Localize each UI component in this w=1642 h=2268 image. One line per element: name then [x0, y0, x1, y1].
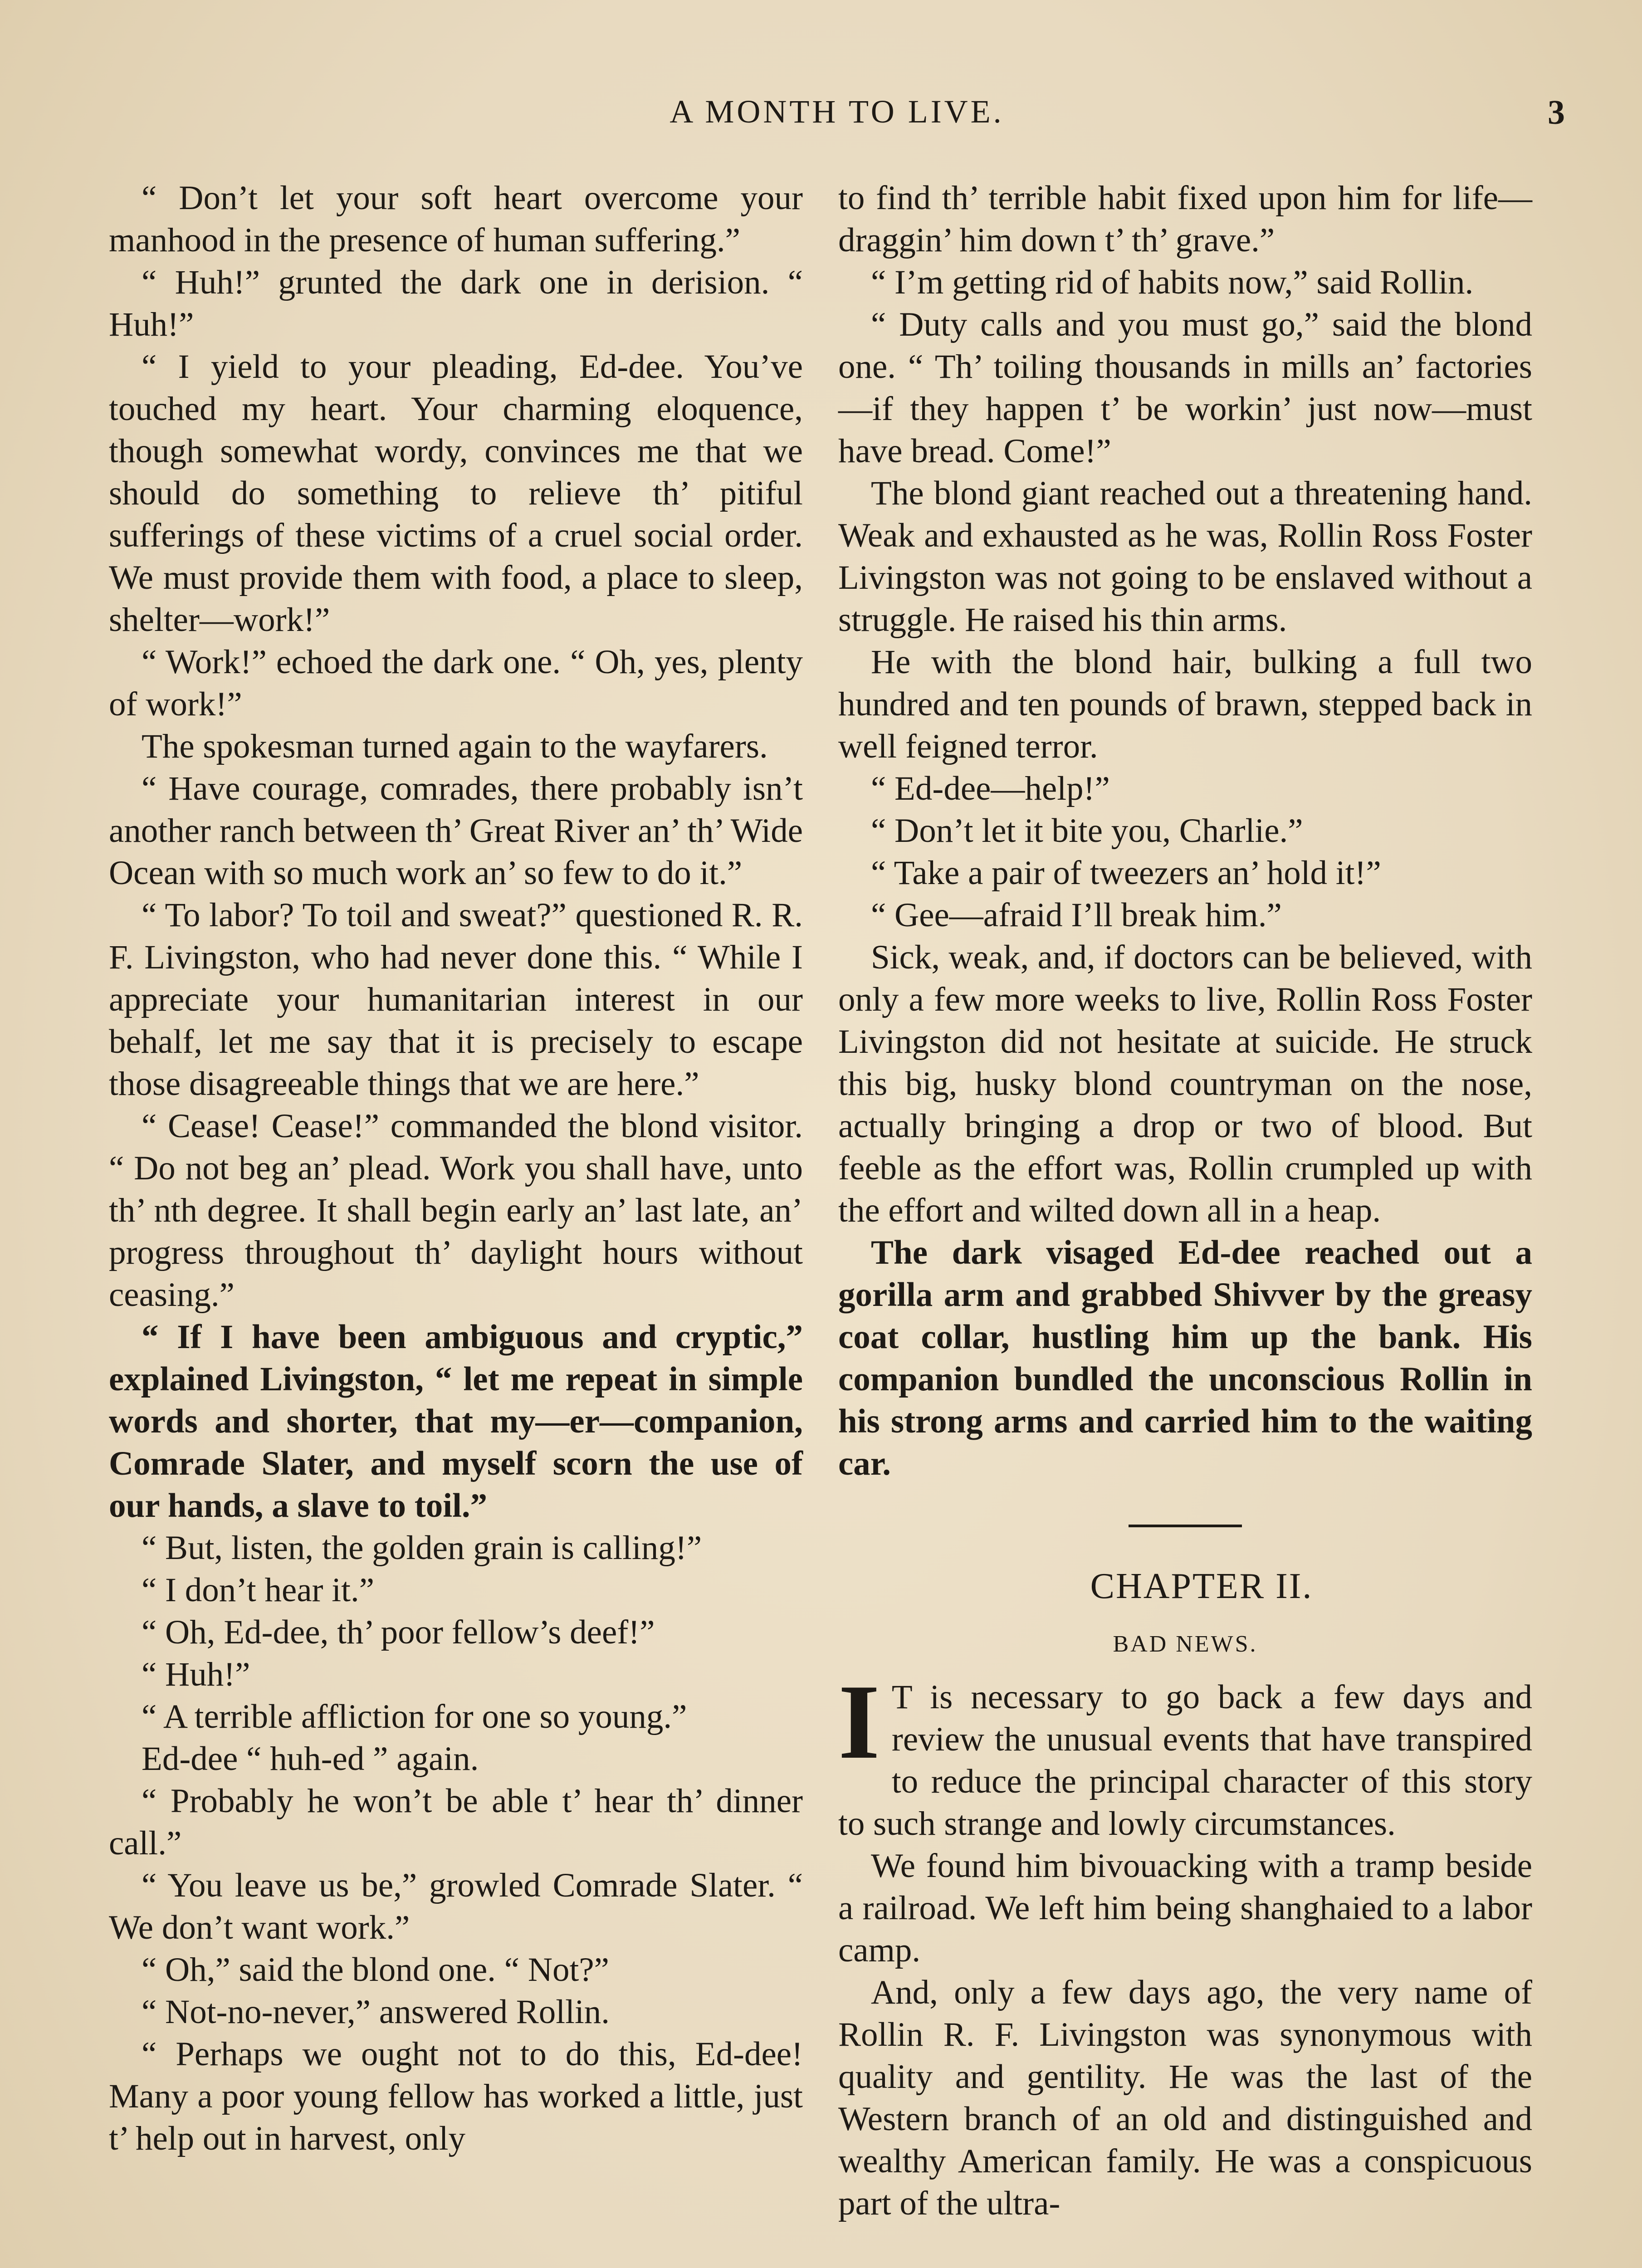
paragraph: “ Oh,” said the blond one. “ Not?”: [142, 1951, 609, 1989]
paragraph: “ Don’t let your soft heart overcome your manhood in the presence of human suffering.”: [109, 179, 803, 259]
paragraph: “ Perhaps we ought not to do this, Ed-dee! Many a poor young fellow has worked a little, just t’ help out in harvest, only: [109, 2035, 803, 2157]
chapter-subtitle: BAD NEWS.: [1113, 1631, 1258, 1657]
paragraph: Ed-dee “ huh-ed ” again.: [142, 1740, 479, 1778]
paragraph: “ But, listen, the golden grain is calling!”: [142, 1529, 702, 1567]
paragraph: Sick, weak, and, if doctors can be believed, with only a few more weeks to live, Rollin Ross Foster Livingston did not hesitate at suicide. He struck this big, husky blond countryman on the nose, actually bringing a drop or two of blood. But feeble as the effort was, Rollin crumpled up with the effort and wilted down all in a heap.: [838, 938, 1532, 1229]
paragraph: The blond giant reached out a threatening hand. Weak and exhausted as he was, Rollin Ross Foster Livingston was not going to be enslaved without a struggle. He raised his thin arms.: [838, 474, 1532, 639]
paragraph: “ Probably he won’t be able t’ hear th’ dinner call.”: [109, 1782, 803, 1862]
paragraph: The dark visaged Ed-dee reached out a gorilla arm and grabbed Shivver by the greasy coat collar, hustling him up the bank. His companion bundled the unconscious Rollin in his strong arms and carried him to the waiting car.: [838, 1234, 1532, 1482]
paragraph: “ Don’t let it bite you, Charlie.”: [871, 812, 1303, 850]
page-header: [109, 93, 1565, 134]
paragraph: “ Ed-dee—help!”: [871, 770, 1110, 807]
paragraph: The spokesman turned again to the wayfarers.: [142, 728, 768, 765]
paragraph: “ You leave us be,” growled Comrade Slater. “ We don’t want work.”: [109, 1867, 803, 1946]
section-divider: [1129, 1525, 1242, 1527]
paragraph: “ Huh!” grunted the dark one in derision. “ Huh!”: [109, 264, 803, 343]
paragraph: We found him bivouacking with a tramp beside a railroad. We left him being shanghaied to a labor camp.: [838, 1847, 1532, 1969]
paragraph: “ Cease! Cease!” commanded the blond visitor. “ Do not beg an’ plead. Work you shall have, unto th’ nth degree. It shall begin early an’ last late, an’ progress throughout th’ daylight hours without ceasing.”: [109, 1107, 803, 1314]
paragraph: “ If I have been ambiguous and cryptic,” explained Livingston, “ let me repeat in simple words and shorter, that my—er—companion, Comrade Slater, and myself scorn the use of our hands, a slave to toil.”: [109, 1318, 803, 1525]
paragraph: And, only a few days ago, the very name of Rollin R. F. Livingston was synonymous with quality and gentility. He was the last of the Western branch of an old and distinguished and wealthy American family. He was a conspicuous part of the ultra-: [838, 1974, 1532, 2222]
paragraph: “ I’m getting rid of habits now,” said Rollin.: [871, 264, 1474, 301]
paragraph: to find th’ terrible habit fixed upon him for life—draggin’ him down t’ th’ grave.”: [838, 179, 1532, 259]
paragraph: “ Take a pair of tweezers an’ hold it!”: [871, 854, 1381, 892]
paragraph: “ To labor? To toil and sweat?” questioned R. R. F. Livingston, who had never done this. “ While I appreciate your humanitarian interest in our behalf, let me say that it is precisely to escape those disagreeable things that we are here.”: [109, 896, 803, 1103]
paragraph: “ Not-no-never,” answered Rollin.: [142, 1993, 610, 2031]
paragraph: “ Huh!”: [142, 1656, 250, 1693]
paragraph: “ Have courage, comrades, there probably isn’t another ranch between th’ Great River an’ th’ Wide Ocean with so much work an’ so few to do it.”: [109, 770, 803, 892]
paragraph: “ I don’t hear it.”: [142, 1571, 374, 1609]
opening-text: T is necessary to go back a few days and review the unusual events that have transpired to reduce the principal character of this story to such strange and lowly circumstances.: [838, 1678, 1532, 1843]
paragraph: “ Duty calls and you must go,” said the blond one. “ Th’ toiling thousands in mills an’ factories—if they happen t’ be workin’ just now—must have bread. Come!”: [838, 306, 1532, 470]
running-head: A MONTH TO LIVE.: [670, 93, 1004, 130]
chapter-title: CHAPTER II.: [1090, 1566, 1313, 1606]
paragraph: “ Work!” echoed the dark one. “ Oh, yes, plenty of work!”: [109, 643, 803, 723]
chapter-opening-paragraph: [838, 1663, 1532, 1845]
paragraph: “ I yield to your pleading, Ed-dee. You’ve touched my heart. Your charming eloquence, though somewhat wordy, convinces me that we should do something to relieve th’ pitiful sufferings of these victims of a cruel social order. We must provide them with food, a place to sleep, shelter—work!”: [109, 348, 803, 639]
left-column: [109, 177, 803, 2160]
drop-cap: I: [838, 1663, 880, 1781]
paragraph: “ Gee—afraid I’ll break him.”: [871, 896, 1282, 934]
paragraph: “ A terrible affliction for one so young.”: [142, 1698, 687, 1735]
page-number: 3: [1548, 93, 1565, 132]
paragraph: He with the blond hair, bulking a full two hundred and ten pounds of brawn, stepped back in well feigned terror.: [838, 643, 1532, 765]
right-column: [838, 177, 1532, 2224]
paragraph: “ Oh, Ed-dee, th’ poor fellow’s deef!”: [142, 1613, 655, 1651]
